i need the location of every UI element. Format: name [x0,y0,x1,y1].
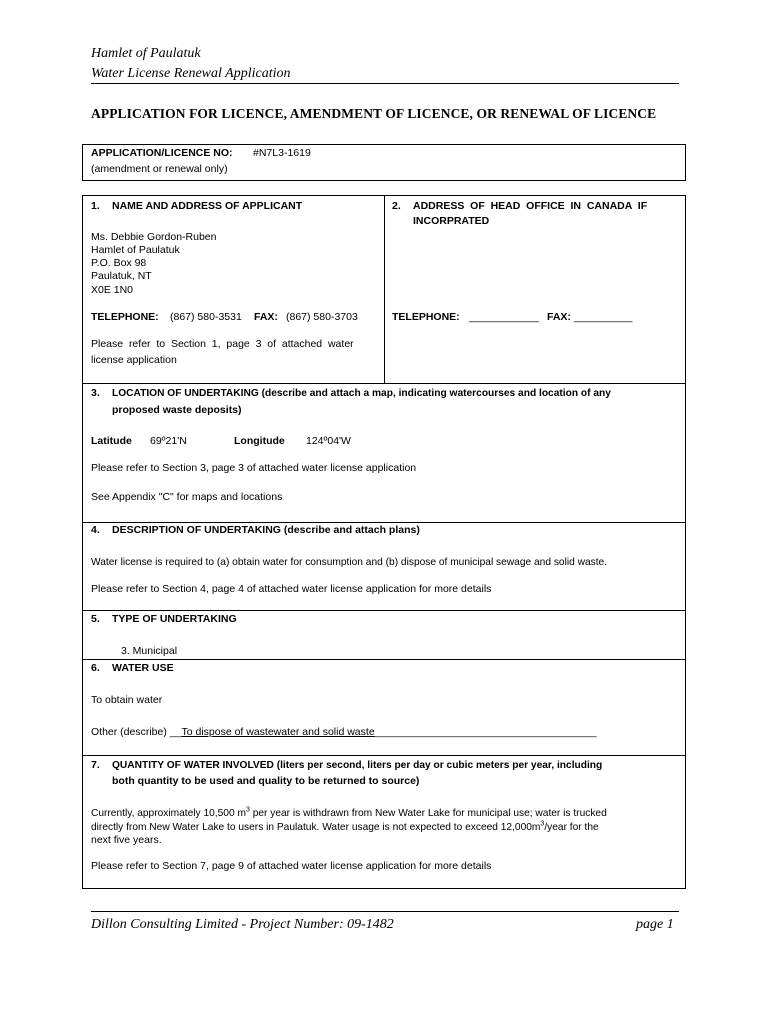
s7-p2-sup: 3 [540,820,545,828]
s1-ref-line2: license application [91,354,177,366]
page-number: page 1 [636,917,674,932]
s7-para-line3: next five years. [91,834,162,846]
section4-number: 4. [91,524,100,536]
section4-heading: DESCRIPTION OF UNDERTAKING (describe and attach plans) [112,524,420,536]
longitude-label: Longitude [234,435,285,447]
s2-fax-blank: __________ [574,311,633,323]
header-org: Hamlet of Paulatuk [91,46,201,61]
s4-ref: Please refer to Section 4, page 4 of attached water license application for more details [91,583,492,595]
s2-fax-label: FAX: [547,311,571,323]
s4-desc: Water license is required to (a) obtain water for consumption and (b) dispose of municipal sewage and solid waste. [91,557,608,568]
longitude-value: 124º04'W [306,435,351,447]
applicant-line-3: P.O. Box 98 [91,257,147,269]
s7-p1b: per year is withdrawn from New Water Lake for municipal use; water is trucked [249,808,607,819]
footer-rule [91,911,679,912]
s1-tel-label: TELEPHONE: [91,311,159,323]
s2-tel-label: TELEPHONE: [392,311,460,323]
section2-number: 2. [392,200,401,212]
section7-number: 7. [91,759,100,771]
section3-number: 3. [91,387,100,399]
licence-note: (amendment or renewal only) [91,163,228,175]
s1-tel-value: (867) 580-3531 [170,311,242,323]
divider-4 [82,522,686,523]
s7-ref: Please refer to Section 7, page 9 of attached water license application for more details [91,860,492,872]
latitude-value: 69º21'N [150,435,187,447]
divider-3 [82,383,686,384]
section3-heading-1: LOCATION OF UNDERTAKING (describe and attach a map, indicating watercourses and location of any [112,388,611,399]
s6-other-trail: ______________________________________ [374,726,597,738]
footer-left: Dillon Consulting Limited - Project Number: 09-1482 [91,917,394,932]
s3-appendix: See Appendix "C" for maps and locations [91,491,283,503]
s1-ref-line1: Please refer to Section 1, page 3 of attached water [91,338,354,350]
s5-value: 3. Municipal [121,645,178,657]
divider-6 [82,659,686,660]
s6-other-lead: __ [169,726,182,738]
section7-heading-2: both quantity to be used and quality to be returned to source) [112,775,420,787]
section1-heading: NAME AND ADDRESS OF APPLICANT [112,200,303,212]
latitude-label: Latitude [91,435,132,447]
header-doc-title: Water License Renewal Application [91,66,679,84]
applicant-line-1: Ms. Debbie Gordon-Ruben [91,231,217,243]
divider-5 [82,610,686,611]
s1-fax-value: (867) 580-3703 [286,311,358,323]
section1-number: 1. [91,200,100,212]
s7-p2a: directly from New Water Lake to users in Paulatuk. Water usage is not expected to exceed 12,000m [91,822,541,833]
section7-heading-1: QUANTITY OF WATER INVOLVED (liters per second, liters per day or cubic meters per year, including [112,760,603,771]
s2-tel-blank: ____________ [469,311,540,323]
s6-other-value: To dispose of wastewater and solid waste [181,726,375,738]
divider-7 [82,755,686,756]
applicant-line-5: X0E 1N0 [91,284,134,296]
s7-p2b: /year for the [544,822,599,833]
s7-p1-sup: 3 [245,806,250,814]
s6-other-row [91,726,597,739]
s6-use: To obtain water [91,694,163,706]
s7-para-line2 [91,821,599,834]
section2-heading-2: INCORPRATED [413,215,490,227]
section6-number: 6. [91,662,100,674]
s1-fax-label: FAX: [254,311,278,323]
col-divider [384,195,385,384]
s3-ref: Please refer to Section 3, page 3 of attached water license application [91,462,417,474]
section5-heading: TYPE OF UNDERTAKING [112,613,237,625]
s6-other-label: Other (describe) [91,726,167,738]
licence-value: #N7L3-1619 [253,147,311,159]
applicant-line-4: Paulatuk, NT [91,270,152,282]
applicant-line-2: Hamlet of Paulatuk [91,244,180,256]
licence-label: APPLICATION/LICENCE NO: [91,147,233,159]
section2-heading-1: ADDRESS OF HEAD OFFICE IN CANADA IF [413,200,648,212]
section5-number: 5. [91,613,100,625]
s7-p1a: Currently, approximately 10,500 m [91,808,246,819]
section6-heading: WATER USE [112,662,174,674]
section3-heading-2: proposed waste deposits) [112,404,242,416]
s7-para-line1 [91,807,607,820]
page-title: APPLICATION FOR LICENCE, AMENDMENT OF LICENCE, OR RENEWAL OF LICENCE [91,106,657,121]
